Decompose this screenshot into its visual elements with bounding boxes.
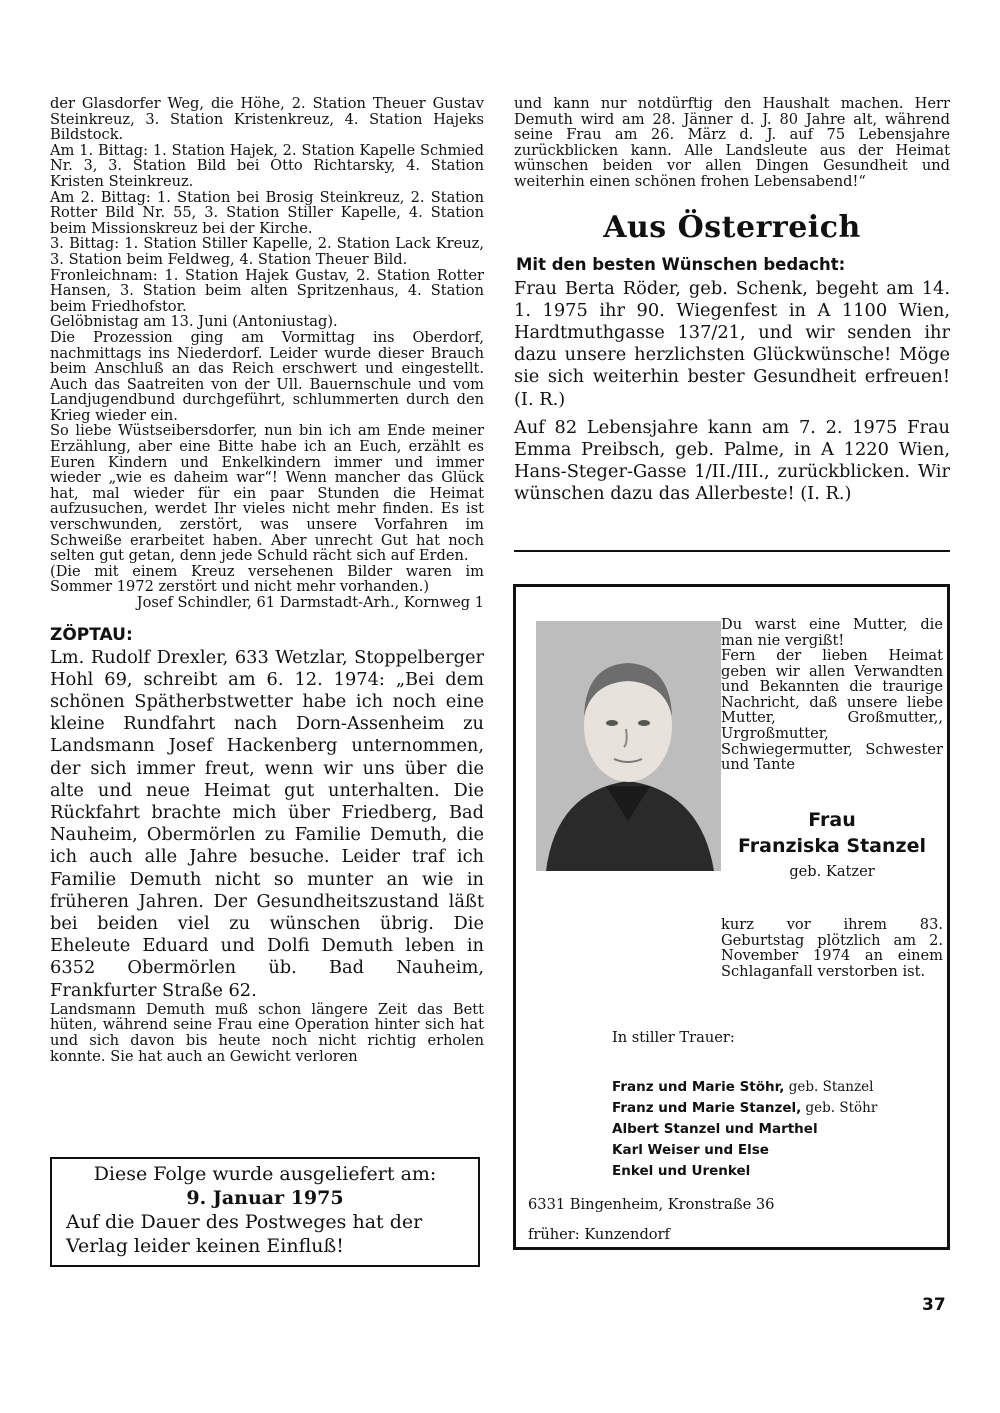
page-number: 37 (922, 1295, 946, 1315)
deceased-name: Franziska Stanzel (737, 835, 926, 857)
mourner-entry: Karl Weiser und Else (612, 1142, 769, 1158)
section-heading: ZÖPTAU: (50, 624, 133, 645)
mourner-entry: Franz und Marie Stanzel, geb. Stöhr (612, 1100, 878, 1116)
right-column (514, 96, 950, 512)
obituary-intro: Fern der lieben Heimat geben wir allen Verwandten und Bekannten die traurige Nachricht, daß unsere liebe Mutter, Großmutter,, Urgroßmutter, Schwiegermutter, Schwester und Tante (721, 647, 943, 774)
mourner-entry: Franz und Marie Stöhr, geb. Stanzel (612, 1079, 874, 1095)
mourning-label: In stiller Trauer: (612, 1029, 735, 1046)
notice-line: Diese Folge wurde ausgeliefert am: (93, 1163, 437, 1185)
obituary-former-residence: früher: Kunzendorf (528, 1226, 670, 1243)
death-notice: kurz vor ihrem 83. Geburtstag plötzlich am 2. November 1974 an einem Schlaganfall verstorben ist. (721, 916, 943, 980)
portrait-image (536, 621, 721, 871)
portrait-photo (536, 621, 721, 871)
delivery-notice-box (50, 1157, 480, 1267)
paragraph: Gelöbnistag am 13. Juni (Antoniustag). (50, 313, 338, 331)
mourner-entry: Albert Stanzel und Marthel (612, 1121, 818, 1137)
paragraph: Am 1. Bittag: 1. Station Hajek, 2. Station Kapelle Schmied Nr. 3, 3. Station Bild bei Otto Richtarsky, 4. Station Kristen Steinkreuz. (50, 141, 484, 190)
obituary-address: 6331 Bingenheim, Kronstraße 36 (528, 1196, 775, 1213)
divider (514, 550, 950, 552)
paragraph: So liebe Wüstseibersdorfer, nun bin ich am Ende meiner Erzählung, aber eine Bitte habe ich an Euch, erzählt es Euren Kindern und Enkelkindern immer und immer wieder „wie es daheim war“! Wenn mancher das Glück hat, mal wieder für ein paar Stunden die Heimat aufzusuchen, werdet Ihr vieles nicht mehr finden. Es ist verschwunden, zerstört, was unsere Vorfahren im Schweiße erarbeitet haben. Aber unrecht Gut hat noch selten gut getan, denn jede Schuld rächt sich auf Erden. (50, 422, 484, 565)
paragraph: Fronleichnam: 1. Station Hajek Gustav, 2. Station Rotter Hansen, 3. Station beim alten Spritzenhaus, 4. Station beim Friedhofstor. (50, 266, 484, 315)
birthday-greeting: Auf 82 Lebensjahre kann am 7. 2. 1975 Frau Emma Preibsch, geb. Palme, in A 1220 Wien, Hans-Steger-Gasse 1/II./III., zurückblicken. Wir wünschen dazu das Allerbeste! (I. R.) (514, 416, 950, 505)
subheading: Mit den besten Wünschen bedacht: (516, 254, 846, 274)
paragraph: (Die mit einem Kreuz versehenen Bilder waren im Sommer 1972 zerstört und nicht mehr vorhanden.) (50, 562, 484, 596)
mourners-list (612, 1077, 877, 1182)
obituary-title: Frau (808, 809, 856, 831)
mourner-entry: Enkel und Urenkel (612, 1163, 751, 1179)
notice-date: 9. Januar 1975 (186, 1187, 344, 1209)
continuation-paragraph: und kann nur notdürftig den Haushalt machen. Herr Demuth wird am 28. Jänner d. J. 80 Jahre alt, während seine Frau am 26. März d. J. auf 75 Lebensjahre zurückblicken kann. Alle Landsleute aus der Heimat wünschen beiden vor allen Dingen Gesundheit und weiterhin einen schönen frohen Lebensabend!“ (514, 95, 950, 190)
maiden-name: geb. Katzer (789, 863, 875, 880)
letter-paragraph: Lm. Rudolf Drexler, 633 Wetzlar, Stoppelberger Hohl 69, schreibt am 6. 12. 1974: „Bei dem schönen Spätherbstwetter habe ich noch eine kleine Rundfahrt nach Dorn-Assenheim zu Landsmann Josef Hackenberg unternommen, der sich immer freut, wenn wir uns über die alte und neue Heimat gut unterhalten. Die Rückfahrt brachte mich über Friedberg, Bad Nauheim, Obermörlen zu Familie Demuth, die ich auch alle Jahre besuche. Leider traf ich Familie Demuth nicht so munter an wie in früheren Jahren. Der Gesundheitszustand läßt bei beiden viel zu wünschen übrig. Die Eheleute Eduard und Dolfi Demuth leben in 6352 Obermörlen üb. Bad Nauheim, Frankfurter Straße 62. (50, 646, 484, 1001)
paragraph: Am 2. Bittag: 1. Station bei Brosig Steinkreuz, 2. Station Rotter Bild Nr. 55, 3. Station Stiller Kapelle, 4. Station beim Missionskreuz bei der Kirche. (50, 188, 484, 237)
paragraph: 3. Bittag: 1. Station Stiller Kapelle, 2. Station Lack Kreuz, 3. Station beim Feldweg, 4. Station Theuer Bild. (50, 235, 484, 268)
section-title: Aus Österreich (603, 209, 861, 245)
birthday-greeting: Frau Berta Röder, geb. Schenk, begeht am 14. 1. 1975 ihr 90. Wiegenfest in A 1100 Wien, Hardtmuthgasse 137/21, und wir senden ihr dazu unsere herzlichsten Glückwünsche! Möge sie sich weiterhin bester Gesundheit erfreuen! (I. R.) (514, 277, 950, 410)
closing-paragraph: Landsmann Demuth muß schon längere Zeit das Bett hüten, während seine Frau eine Operation hinter sich hat und sich davon bis heute noch nicht richtig erholen konnte. Sie hat auch an Gewicht verloren (50, 1000, 484, 1065)
left-column (50, 96, 484, 1064)
obituary-verse: Du warst eine Mutter, die man nie vergißt! (721, 616, 943, 649)
author-signature: Josef Schindler, 61 Darmstadt-Arh., Kornweg 1 (136, 594, 484, 611)
obituary-box (513, 584, 950, 1250)
notice-line: Auf die Dauer des Postweges hat der Verlag leider keinen Einfluß! (66, 1211, 423, 1257)
paragraph: Die Prozession ging am Vormittag ins Oberdorf, nachmittags ins Niederdorf. Leider wurde dieser Brauch beim Anschluß an das Reich erschwert und eingestellt. Auch das Saatreiten von der Ull. Bauernschule und vom Landjugendbund durchgeführt, schlummerten durch den Krieg wieder ein. (50, 328, 484, 424)
paragraph: der Glasdorfer Weg, die Höhe, 2. Station Theuer Gustav Steinkreuz, 3. Station Kristenkreuz, 4. Station Hajeks Bildstock. (50, 95, 484, 144)
